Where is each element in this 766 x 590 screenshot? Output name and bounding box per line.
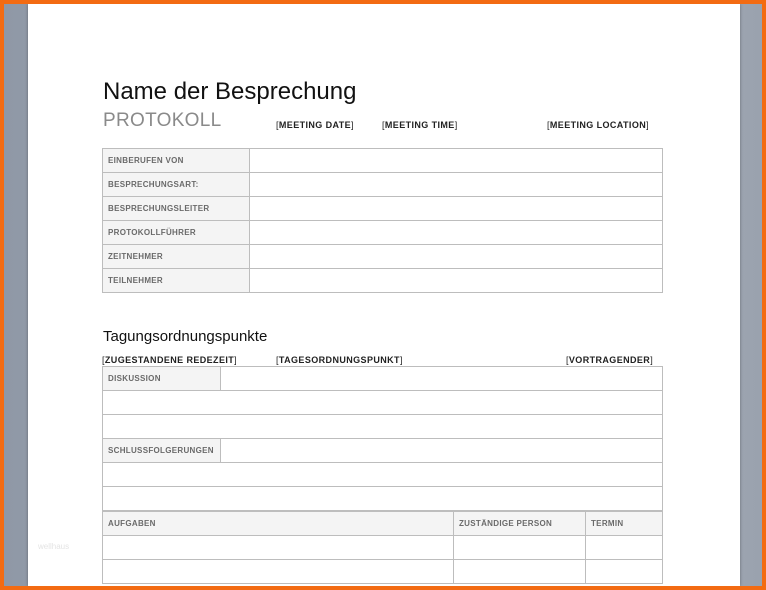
table-row xyxy=(103,269,663,293)
table-row xyxy=(103,173,663,197)
table-row xyxy=(103,536,663,560)
allotted-time-placeholder: [ZUGESTANDENE REDEZEIT] xyxy=(102,355,238,365)
meeting-time-text: MEETING TIME xyxy=(384,120,455,130)
info-label: ZEITNEHMER xyxy=(103,245,250,269)
task-cell[interactable] xyxy=(103,560,454,584)
table-row xyxy=(103,487,663,511)
table-row xyxy=(103,560,663,584)
presenter-placeholder: [VORTRAGENDER] xyxy=(566,355,654,365)
responsible-person-cell[interactable] xyxy=(454,560,586,584)
table-row xyxy=(103,439,663,463)
conclusions-input-cell[interactable] xyxy=(103,487,663,511)
meeting-info-table xyxy=(102,148,663,293)
meeting-location-text: MEETING LOCATION xyxy=(549,120,647,130)
responsible-person-cell[interactable] xyxy=(454,536,586,560)
info-value-cell[interactable] xyxy=(250,269,663,293)
deadline-header: TERMIN xyxy=(586,512,663,536)
meeting-location-placeholder: [MEETING LOCATION] xyxy=(547,120,650,130)
watermark: wellhaus xyxy=(38,542,70,551)
conclusions-label: SCHLUSSFOLGERUNGEN xyxy=(103,439,221,463)
meeting-time-placeholder: [MEETING TIME] xyxy=(382,120,458,130)
responsible-person-header: ZUSTÄNDIGE PERSON xyxy=(454,512,586,536)
discussion-input-cell[interactable] xyxy=(221,367,663,391)
info-value-cell[interactable] xyxy=(250,221,663,245)
deadline-cell[interactable] xyxy=(586,560,663,584)
discussion-input-cell[interactable] xyxy=(103,391,663,415)
conclusions-input-cell[interactable] xyxy=(221,439,663,463)
document-page xyxy=(28,4,740,586)
discussion-input-cell[interactable] xyxy=(103,415,663,439)
info-label: BESPRECHUNGSART: xyxy=(103,173,250,197)
info-label: TEILNEHMER xyxy=(103,269,250,293)
agenda-topic-placeholder: [TAGESORDNUNGSPUNKT] xyxy=(276,355,403,365)
task-cell[interactable] xyxy=(103,536,454,560)
info-label: PROTOKOLLFÜHRER xyxy=(103,221,250,245)
allotted-time-text: ZUGESTANDENE REDEZEIT xyxy=(104,355,235,365)
tasks-table xyxy=(102,511,663,584)
page-subtitle: PROTOKOLL xyxy=(103,110,222,131)
presenter-text: VORTRAGENDER xyxy=(568,355,651,365)
table-row xyxy=(103,367,663,391)
agenda-topic-text: TAGESORDNUNGSPUNKT xyxy=(278,355,400,365)
table-row xyxy=(103,463,663,487)
deadline-cell[interactable] xyxy=(586,536,663,560)
info-value-cell[interactable] xyxy=(250,173,663,197)
discussion-table xyxy=(102,366,663,511)
info-value-cell[interactable] xyxy=(250,245,663,269)
document-viewer[interactable] xyxy=(4,4,762,586)
table-row xyxy=(103,197,663,221)
meeting-date-placeholder: [MEETING DATE] xyxy=(276,120,354,130)
table-row xyxy=(103,512,663,536)
table-row xyxy=(103,221,663,245)
page-title: Name der Besprechung xyxy=(103,78,357,105)
info-label: EINBERUFEN VON xyxy=(103,149,250,173)
table-row xyxy=(103,245,663,269)
conclusions-input-cell[interactable] xyxy=(103,463,663,487)
table-row xyxy=(103,415,663,439)
discussion-label: DISKUSSION xyxy=(103,367,221,391)
table-row xyxy=(103,391,663,415)
table-row xyxy=(103,149,663,173)
info-label: BESPRECHUNGSLEITER xyxy=(103,197,250,221)
info-value-cell[interactable] xyxy=(250,197,663,221)
agenda-heading: Tagungsordnungspunkte xyxy=(103,328,268,345)
tasks-header: AUFGABEN xyxy=(103,512,454,536)
meeting-date-text: MEETING DATE xyxy=(278,120,352,130)
info-value-cell[interactable] xyxy=(250,149,663,173)
